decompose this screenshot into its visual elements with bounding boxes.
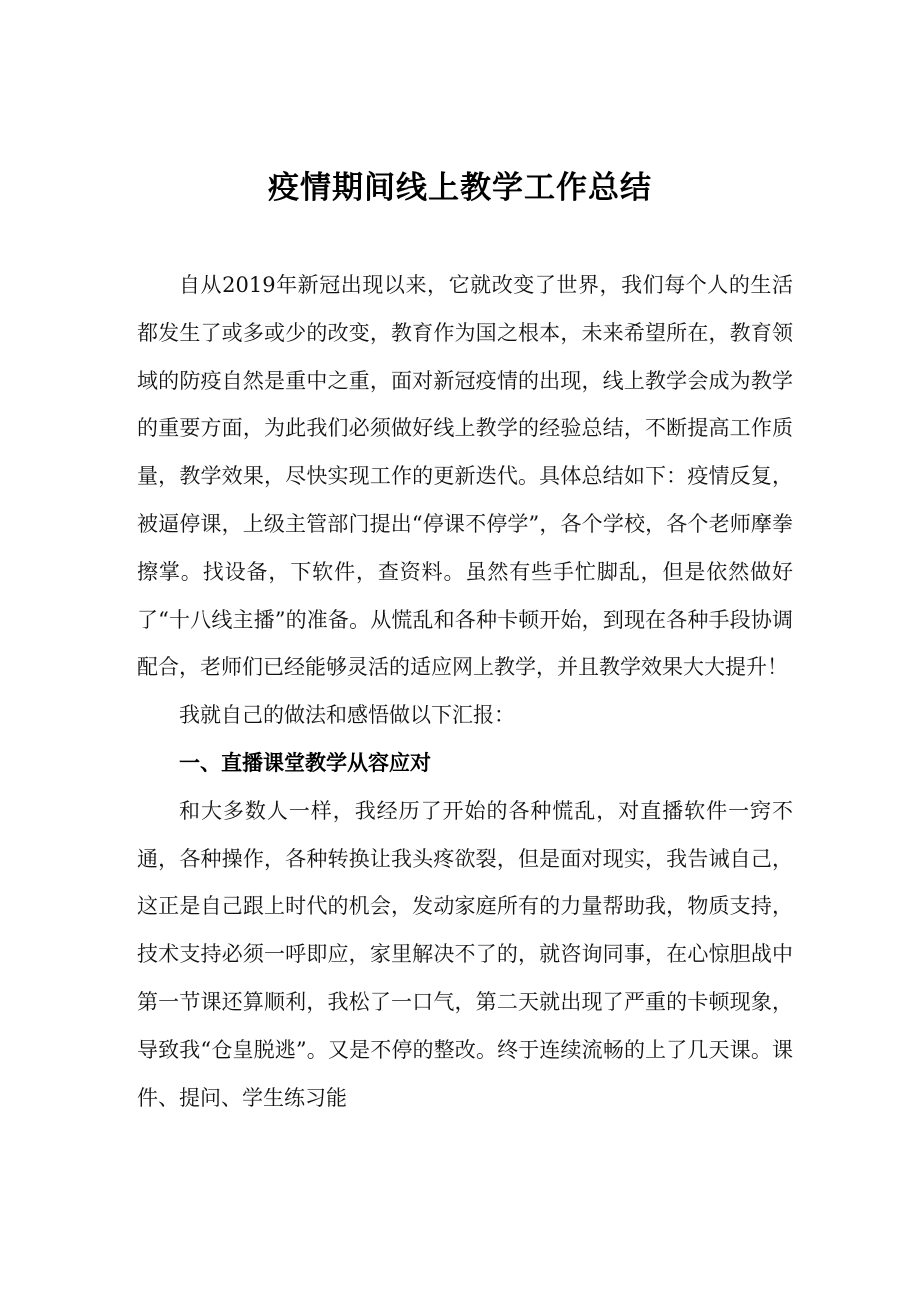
intro-paragraph: 自从2019年新冠出现以来，它就改变了世界，我们每个人的生活都发生了或多或少的改变，教育作为国之根本，未来希望所在，教育领域的防疫自然是重中之重，面对新冠疫情的出现，线上教学会成为教学的重要方面，为此我们必须做好线上教学的经验总结，不断提高工作质量，教学效果，尽快实现工作的更新迭代。具体总结如下：疫情反复，被逼停课，上级主管部门提出“停课不停学”，各个学校，各个老师摩拳擦掌。找设备，下软件，查资料。虽然有些手忙脚乱，但是依然做好了“十八线主播”的准备。从慌乱和各种卡顿开始，到现在各种手段协调配合，老师们已经能够灵活的适应网上教学，并且教学效果大大提升！ [137,273,793,680]
document-body [137,262,793,1122]
document-title: 疫情期间线上教学工作总结 [268,170,652,206]
report-intro-paragraph: 我就自己的做法和感悟做以下汇报： [179,703,515,728]
section-heading: 一、直播课堂教学从容应对 [179,750,431,775]
section-paragraph: 和大多数人一样，我经历了开始的各种慌乱，对直播软件一窍不通，各种操作，各种转换让我头疼欲裂，但是面对现实，我告诫自己，这正是自己跟上时代的机会，发动家庭所有的力量帮助我，物质支持，技术支持必须一呼即应，家里解决不了的，就咨询同事，在心惊胆战中第一节课还算顺利，我松了一口气，第二天就出现了严重的卡顿现象，导致我“仓皇脱逃”。又是不停的整改。终于连续流畅的上了几天课。课件、提问、学生练习能 [137,798,793,1110]
